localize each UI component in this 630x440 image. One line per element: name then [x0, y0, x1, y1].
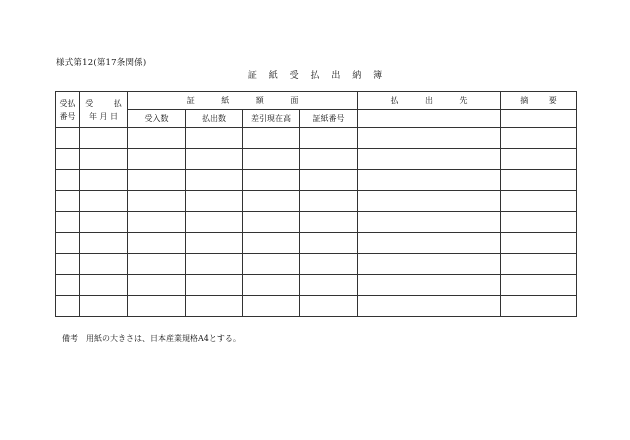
table-cell[interactable]	[243, 275, 300, 296]
table-cell[interactable]	[300, 275, 358, 296]
header-balance: 差引現在高	[243, 110, 300, 128]
table-cell[interactable]	[80, 212, 128, 233]
header-payee-sub	[358, 110, 501, 128]
table-cell[interactable]	[128, 296, 186, 317]
table-cell[interactable]	[243, 170, 300, 191]
table-row	[56, 212, 577, 233]
table-cell[interactable]	[358, 191, 501, 212]
table-cell[interactable]	[358, 275, 501, 296]
table-row	[56, 296, 577, 317]
header-received-count: 受入数	[128, 110, 186, 128]
table-cell[interactable]	[80, 296, 128, 317]
table-row	[56, 233, 577, 254]
table-cell[interactable]	[300, 296, 358, 317]
table-cell[interactable]	[80, 254, 128, 275]
table-cell[interactable]	[186, 170, 243, 191]
table-cell[interactable]	[80, 191, 128, 212]
header-date-line1: 受 払	[85, 98, 122, 108]
table-cell[interactable]	[501, 128, 577, 149]
table-cell[interactable]	[358, 170, 501, 191]
table-cell[interactable]	[501, 170, 577, 191]
table-cell[interactable]	[300, 254, 358, 275]
header-number-line2: 番号	[59, 111, 76, 121]
table-cell[interactable]	[243, 149, 300, 170]
table-cell[interactable]	[300, 233, 358, 254]
table-cell[interactable]	[128, 275, 186, 296]
table-cell[interactable]	[501, 275, 577, 296]
table-cell[interactable]	[56, 254, 80, 275]
table-cell[interactable]	[56, 275, 80, 296]
table-cell[interactable]	[243, 296, 300, 317]
header-row-2	[56, 110, 577, 128]
table-cell[interactable]	[128, 212, 186, 233]
table-cell[interactable]	[128, 128, 186, 149]
table-cell[interactable]	[128, 149, 186, 170]
table-cell[interactable]	[358, 128, 501, 149]
table-cell[interactable]	[80, 149, 128, 170]
table-cell[interactable]	[56, 191, 80, 212]
table-cell[interactable]	[243, 128, 300, 149]
header-number	[56, 92, 80, 128]
table-cell[interactable]	[80, 128, 128, 149]
form-number-label: 様式第12(第17条関係)	[56, 58, 147, 68]
header-row-1	[56, 92, 577, 110]
header-date-line2: 年 月 日	[88, 111, 119, 121]
table-cell[interactable]	[80, 275, 128, 296]
header-date	[80, 92, 128, 128]
header-remarks-sub	[501, 110, 577, 128]
table-cell[interactable]	[186, 275, 243, 296]
table-row	[56, 254, 577, 275]
table-cell[interactable]	[300, 212, 358, 233]
table-row	[56, 170, 577, 191]
form-title: 証 紙 受 払 出 納 簿	[247, 71, 383, 81]
table-cell[interactable]	[128, 191, 186, 212]
table-cell[interactable]	[501, 233, 577, 254]
table-cell[interactable]	[358, 296, 501, 317]
header-remarks: 摘 要	[501, 92, 577, 110]
header-issued-count: 払出数	[186, 110, 243, 128]
remarks-note: 備考 用紙の大きさは、日本産業規格A4とする。	[62, 334, 241, 343]
table-row	[56, 128, 577, 149]
table-cell[interactable]	[186, 191, 243, 212]
table-cell[interactable]	[128, 254, 186, 275]
table-cell[interactable]	[243, 212, 300, 233]
header-face-value-group: 証 紙 額 面	[128, 92, 358, 110]
table-cell[interactable]	[128, 233, 186, 254]
table-cell[interactable]	[358, 233, 501, 254]
table-cell[interactable]	[56, 170, 80, 191]
table-cell[interactable]	[56, 149, 80, 170]
header-number-line1: 受払	[59, 98, 76, 108]
table-cell[interactable]	[358, 149, 501, 170]
table-cell[interactable]	[56, 128, 80, 149]
table-cell[interactable]	[80, 233, 128, 254]
table-cell[interactable]	[56, 233, 80, 254]
table-row	[56, 149, 577, 170]
table-cell[interactable]	[243, 191, 300, 212]
table-cell[interactable]	[501, 296, 577, 317]
header-payee: 払 出 先	[358, 92, 501, 110]
table-cell[interactable]	[80, 170, 128, 191]
table-cell[interactable]	[358, 212, 501, 233]
table-cell[interactable]	[186, 296, 243, 317]
table-cell[interactable]	[243, 254, 300, 275]
table-cell[interactable]	[501, 254, 577, 275]
table-row	[56, 275, 577, 296]
table-cell[interactable]	[186, 128, 243, 149]
table-cell[interactable]	[243, 233, 300, 254]
table-cell[interactable]	[56, 296, 80, 317]
table-cell[interactable]	[186, 212, 243, 233]
table-cell[interactable]	[358, 254, 501, 275]
table-cell[interactable]	[56, 212, 80, 233]
table-cell[interactable]	[501, 191, 577, 212]
table-cell[interactable]	[300, 170, 358, 191]
table-cell[interactable]	[300, 149, 358, 170]
header-stamp-number: 証紙番号	[300, 110, 358, 128]
table-cell[interactable]	[501, 212, 577, 233]
table-cell[interactable]	[186, 149, 243, 170]
table-cell[interactable]	[186, 254, 243, 275]
ledger-table	[55, 91, 577, 317]
table-cell[interactable]	[501, 149, 577, 170]
table-cell[interactable]	[186, 233, 243, 254]
table-row	[56, 191, 577, 212]
table-cell[interactable]	[300, 191, 358, 212]
table-cell[interactable]	[128, 170, 186, 191]
table-cell[interactable]	[300, 128, 358, 149]
